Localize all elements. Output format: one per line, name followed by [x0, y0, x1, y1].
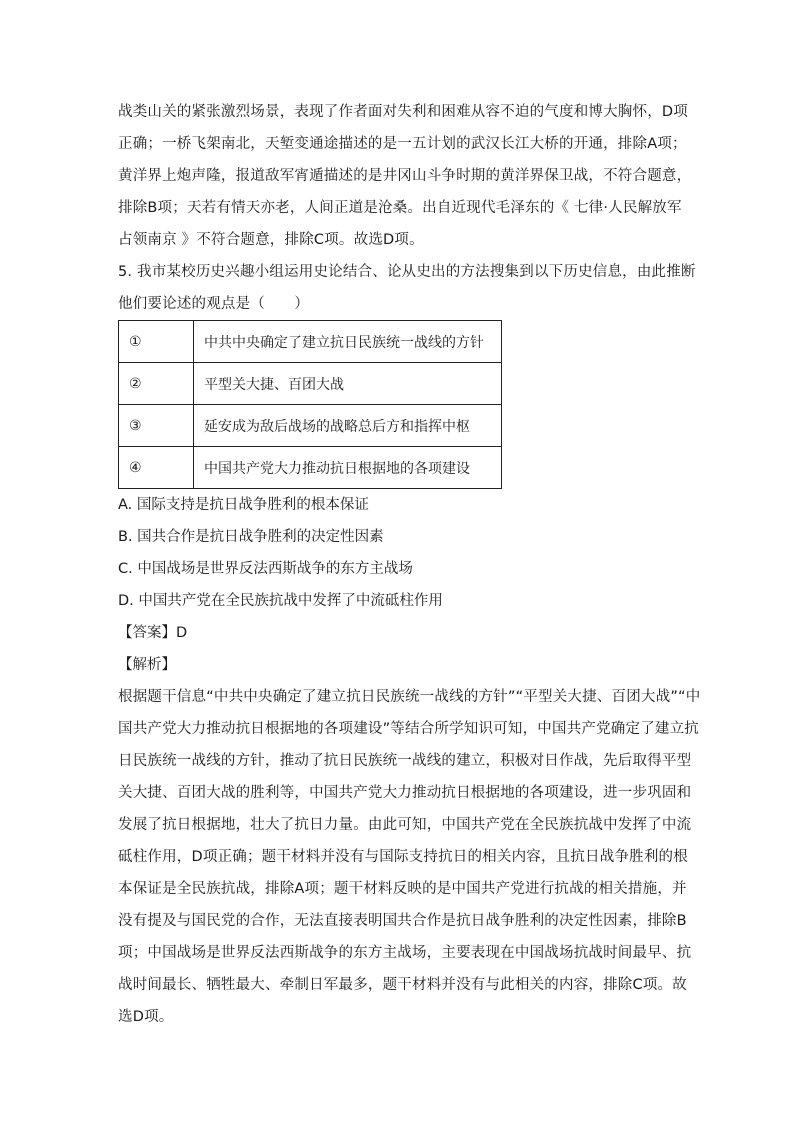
analysis-line: 国共产党大力推动抗日根据地的各项建设”等结合所学知识可知，中国共产党确定了建立抗: [118, 721, 700, 737]
analysis-line: 根据题干信息“中共中央确定了建立抗日民族统一战线的方针”“平型关大捷、百团大战”“中: [118, 689, 701, 705]
option-d: D. 中国共产党在全民族抗战中发挥了中流砥柱作用: [118, 593, 443, 609]
table-row: [119, 363, 502, 405]
source-table: [118, 320, 502, 489]
option-b: B. 国共合作是抗日战争胜利的决定性因素: [118, 529, 384, 545]
row-text: 延安成为敌后战场的战略总后方和指挥中枢: [194, 405, 502, 447]
table-row: [119, 447, 502, 489]
row-text: 中共中央确定了建立抗日民族统一战线的方针: [194, 321, 502, 363]
analysis-line: 战时间最长、牺牲最大、牵制日军最多，题干材料并没有与此相关的内容，排除C项。故: [118, 977, 687, 993]
text-line: 正确；一桥飞架南北，天堑变通途描述的是一五计划的武汉长江大桥的开通，排除A项；: [118, 136, 687, 152]
previous-explanation: [118, 96, 692, 256]
analysis-line: 选D项。: [118, 1009, 174, 1025]
analysis-line: 发展了抗日根据地，壮大了抗日力量。由此可知，中国共产党在全民族抗战中发挥了中流: [118, 817, 692, 833]
row-number: ③: [119, 405, 194, 447]
option-c: C. 中国战场是世界反法西斯战争的东方主战场: [118, 561, 413, 577]
analysis-line: 没有提及与国民党的合作，无法直接表明国共合作是抗日战争胜利的决定性因素，排除B: [118, 913, 687, 929]
text-line: 黄洋界上炮声隆，报道敌军宵遁描述的是井冈山斗争时期的黄洋界保卫战，不符合题意，: [118, 168, 692, 184]
row-text: 中国共产党大力推动抗日根据地的各项建设: [194, 447, 502, 489]
analysis-line: 项；中国战场是世界反法西斯战争的东方主战场，主要表现在中国战场抗战时间最早、抗: [118, 945, 692, 961]
row-text: 平型关大捷、百团大战: [194, 363, 502, 405]
table-row: [119, 405, 502, 447]
analysis-line: 本保证是全民族抗战，排除A项；题干材料反映的是中国共产党进行抗战的相关措施，并: [118, 881, 687, 897]
text-line: 占领南京 》不符合题意，排除C项。故选D项。: [118, 232, 424, 248]
analysis-label: 【解析】: [118, 657, 176, 673]
row-number: ④: [119, 447, 194, 489]
analysis-line: 砥柱作用，D项正确；题干材料并没有与国际支持抗日的相关内容，且抗日战争胜利的根: [118, 849, 688, 865]
question-stem: [118, 256, 696, 320]
text-line: 排除B项；天若有情天亦老，人间正道是沧桑。出自近现代毛泽东的《 七律·人民解放军: [118, 200, 682, 216]
analysis-text: [118, 681, 701, 1033]
analysis-line: 日民族统一战线的方针，推动了抗日民族统一战线的建立，积极对日作战，先后取得平型: [118, 753, 692, 769]
question-line: 5. 我市某校历史兴趣小组运用史论结合、论从史出的方法搜集到以下历史信息，由此推断: [118, 264, 696, 280]
text-line: 战类山关的紧张激烈场景，表现了作者面对失利和困难从容不迫的气度和博大胸怀，D项: [118, 104, 688, 120]
option-a: A. 国际支持是抗日战争胜利的根本保证: [118, 497, 369, 513]
question-line: 他们要论述的观点是（ ）: [118, 296, 310, 312]
row-number: ①: [119, 321, 194, 363]
row-number: ②: [119, 363, 194, 405]
document-page: [118, 96, 701, 1033]
answer-label: 【答案】D: [118, 625, 188, 641]
table-row: [119, 321, 502, 363]
answer-options: [118, 489, 678, 617]
analysis-line: 关大捷、百团大战的胜利等，中国共产党大力推动抗日根据地的各项建设，进一步巩固和: [118, 785, 692, 801]
